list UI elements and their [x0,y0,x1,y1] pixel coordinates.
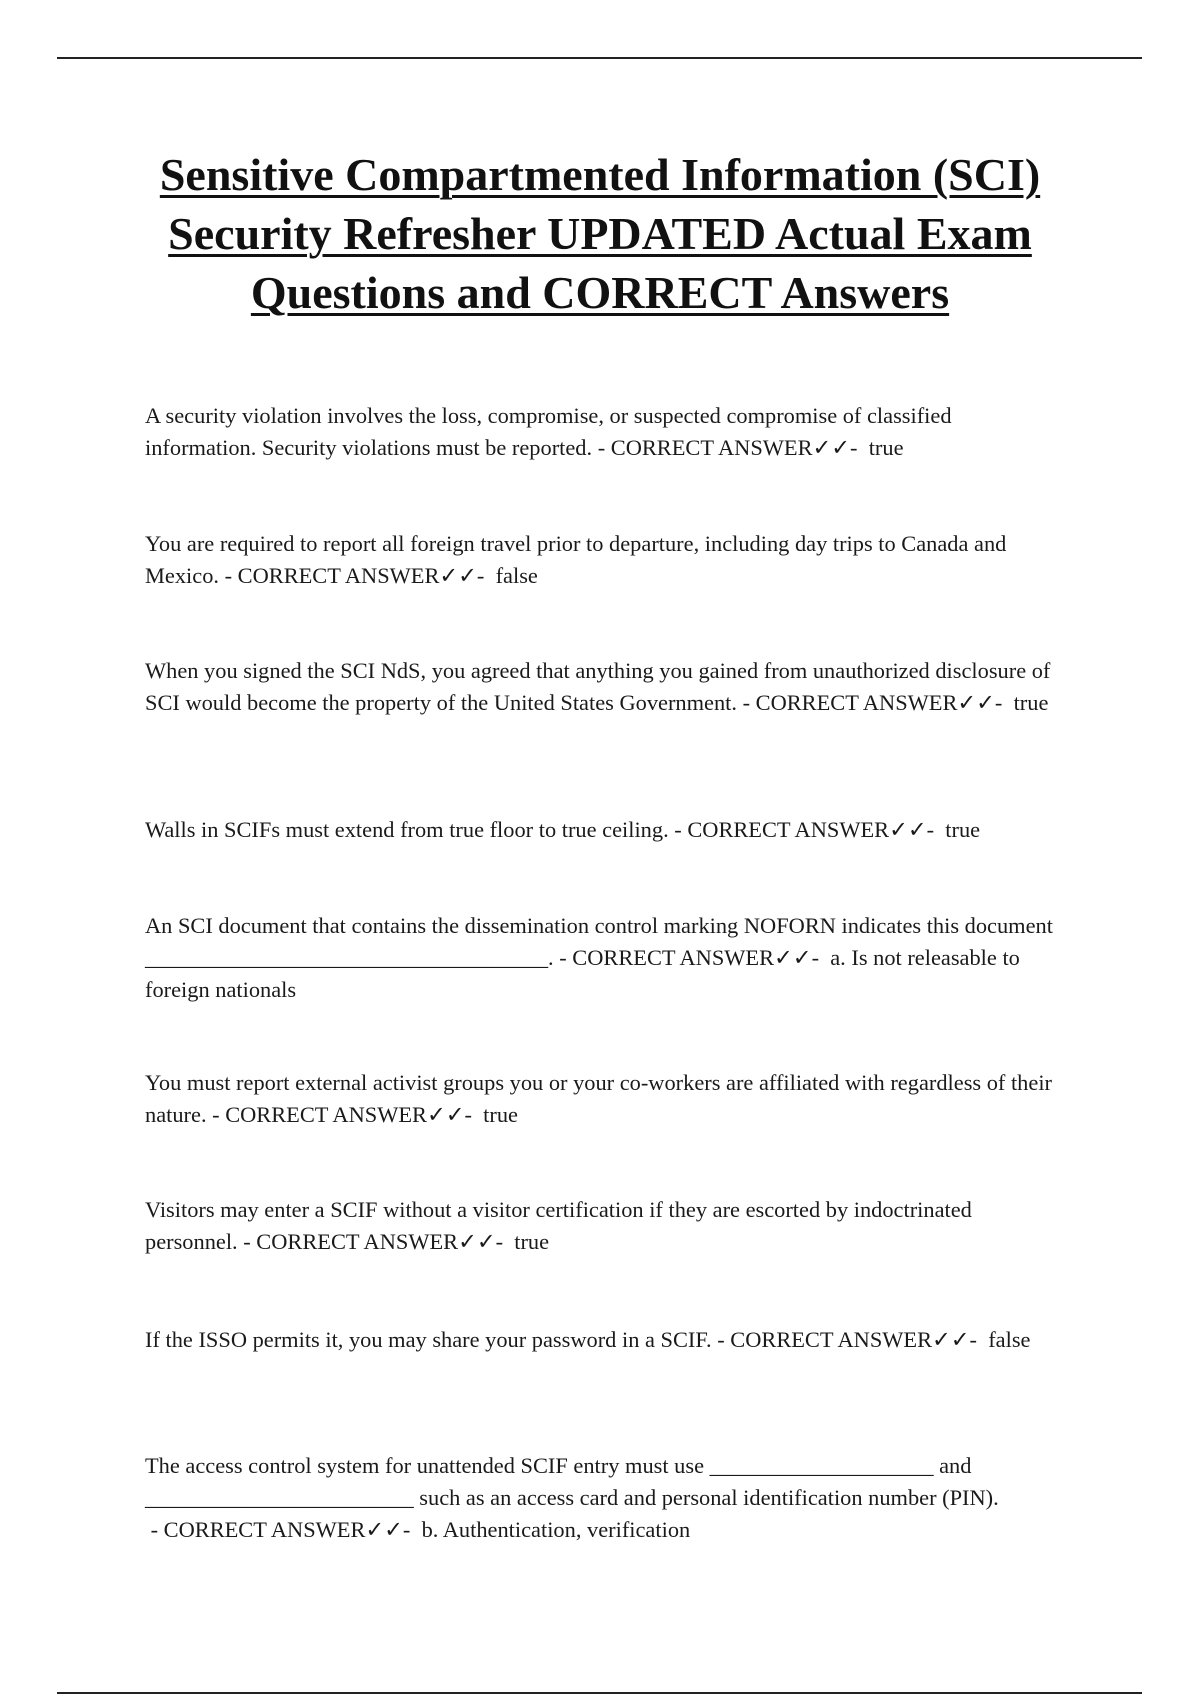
answer-text: true [945,817,981,842]
qa-item [145,528,1055,592]
question-text: The access control system for unattended SCIF entry must use ____________________ and ________________________ such as an access card and personal identification number (PIN). [145,1453,999,1510]
qa-item [145,400,1055,464]
correct-answer-marker: - CORRECT ANSWER✓✓- [711,1327,989,1352]
top-rule [57,57,1142,59]
document-title: Sensitive Compartmented Information (SCI) Security Refresher UPDATED Actual Exam Questions and CORRECT Answers [159,149,1041,318]
question-text: An SCI document that contains the dissemination control marking NOFORN indicates this document ____________________________________. [145,913,1053,970]
question-text: Walls in SCIFs must extend from true floor to true ceiling. [145,817,669,842]
qa-item [145,1450,1055,1546]
answer-text: true [483,1102,518,1127]
qa-item [145,1324,1055,1356]
qa-item [145,910,1055,1006]
qa-item [145,1067,1055,1131]
question-text: You are required to report all foreign travel prior to departure, including day trips to Canada and Mexico. [145,531,1007,588]
correct-answer-marker: - CORRECT ANSWER✓✓- [219,563,496,588]
question-text: Visitors may enter a SCIF without a visitor certification if they are escorted by indoctrinated personnel. [145,1197,972,1254]
answer-text: a. Is not releasable to foreign nationals [145,945,1020,1002]
bottom-rule [57,1692,1142,1694]
correct-answer-marker: - CORRECT ANSWER✓✓- [553,945,831,970]
question-text: When you signed the SCI NdS, you agreed that anything you gained from unauthorized disclosure of SCI would become the property of the United States Government. [145,658,1051,715]
question-text: If the ISSO permits it, you may share your password in a SCIF. [145,1327,712,1352]
answer-text: true [868,435,904,460]
correct-answer-marker: - CORRECT ANSWER✓✓- [145,1517,422,1542]
answer-text: b. Authentication, verification [421,1517,691,1542]
qa-item [145,655,1055,719]
qa-item [145,1194,1055,1258]
question-text: A security violation involves the loss, compromise, or suspected compromise of classified information. Security violations must be reported. [145,403,952,460]
answer-text: false [988,1327,1031,1352]
answer-text: false [495,563,538,588]
correct-answer-marker: - CORRECT ANSWER✓✓- [592,435,869,460]
qa-item [145,814,1055,846]
correct-answer-marker: - CORRECT ANSWER✓✓- [237,1229,515,1254]
answer-text: true [514,1229,550,1254]
answer-text: true [1013,690,1049,715]
correct-answer-marker: - CORRECT ANSWER✓✓- [668,817,946,842]
question-text: You must report external activist groups you or your co-workers are affiliated with regardless of their nature. [145,1070,1052,1127]
correct-answer-marker: - CORRECT ANSWER✓✓- [206,1102,484,1127]
correct-answer-marker: - CORRECT ANSWER✓✓- [736,690,1014,715]
